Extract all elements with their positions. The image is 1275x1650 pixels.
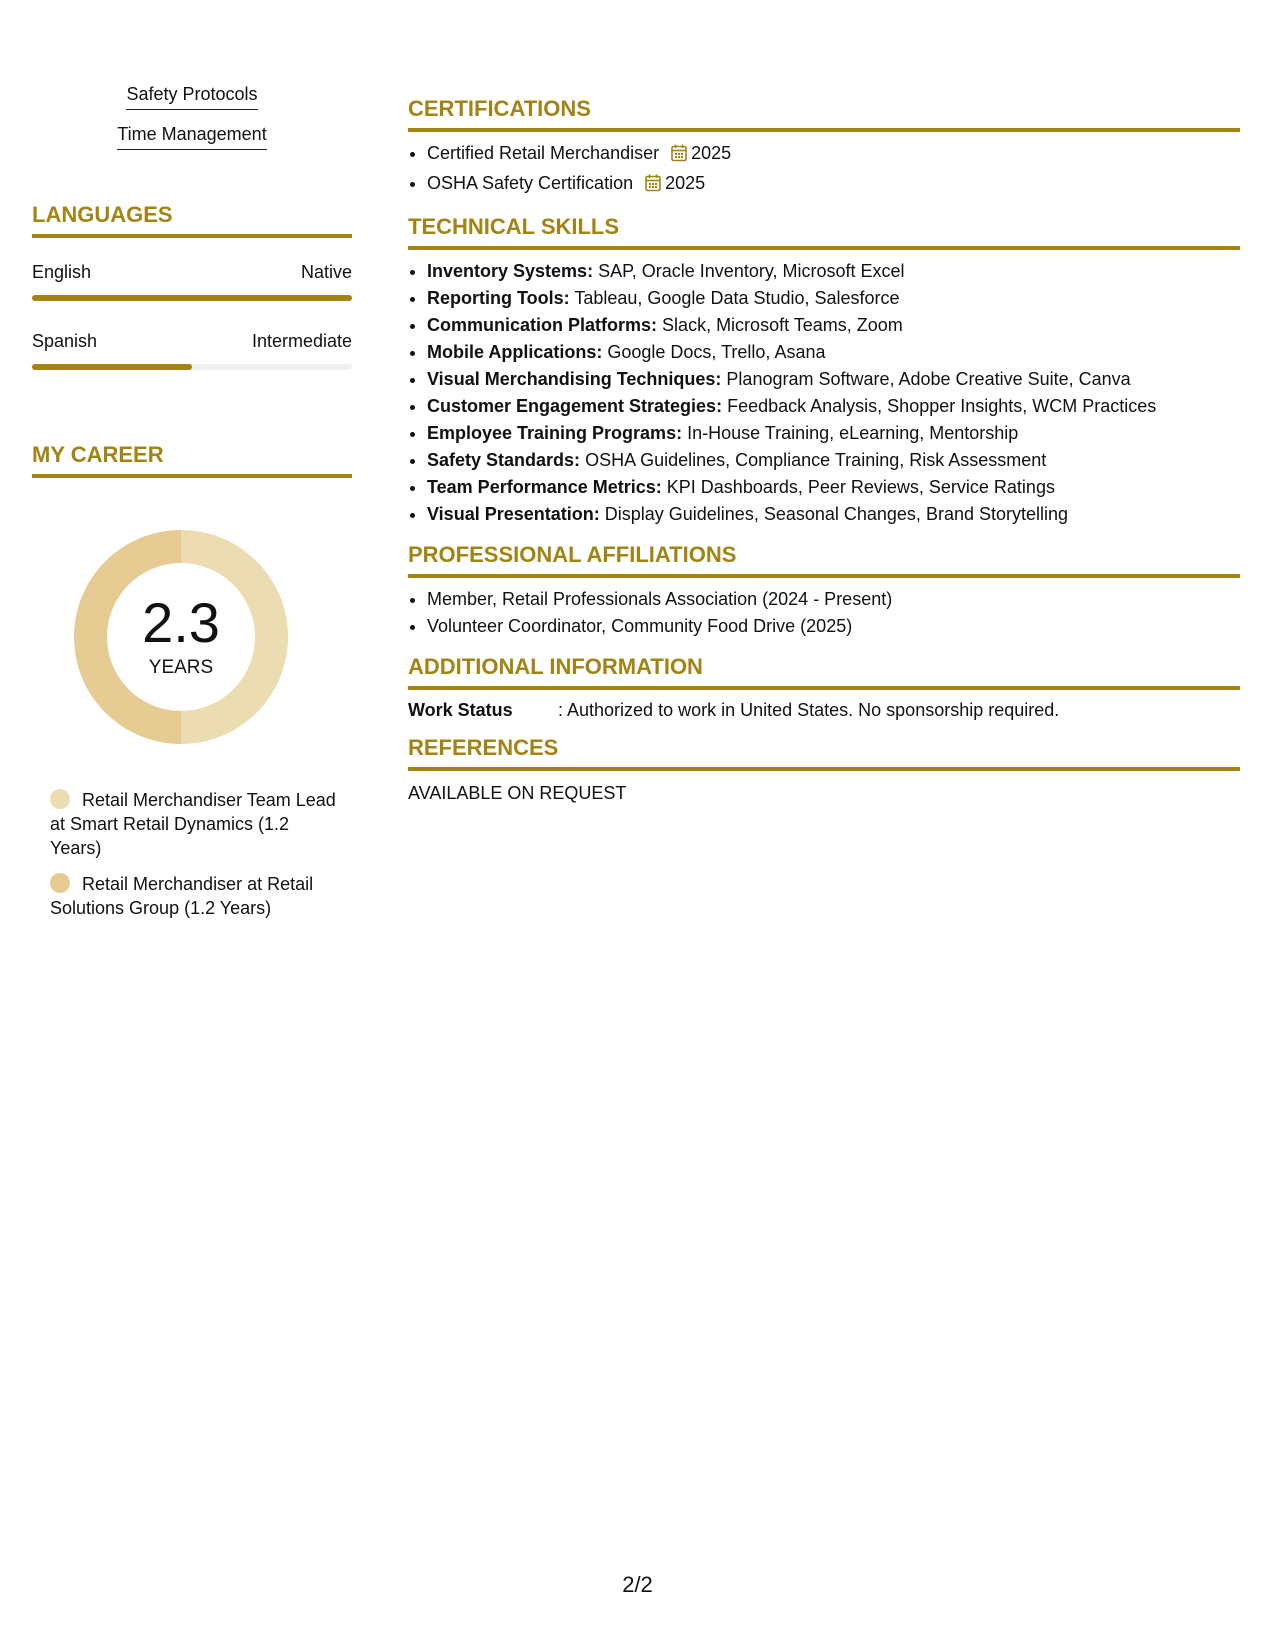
- list-item: [427, 312, 1240, 339]
- skill-value: In-House Training, eLearning, Mentorship: [687, 423, 1019, 443]
- skill-category: Visual Presentation:: [427, 504, 600, 524]
- legend-dot: [50, 789, 70, 809]
- references-text: AVAILABLE ON REQUEST: [408, 783, 627, 803]
- skill-value: Slack, Microsoft Teams, Zoom: [662, 315, 903, 335]
- donut-center: [66, 522, 296, 752]
- career-title: MY CAREER: [32, 442, 352, 478]
- language-bar: [32, 295, 352, 301]
- list-item: • Volunteer Coordinator, Community Food Drive (2025): [427, 613, 1240, 640]
- skill-category: Team Performance Metrics:: [427, 477, 662, 497]
- career-total-years: 2.3: [142, 591, 220, 654]
- language-level: Intermediate: [251, 331, 352, 351]
- career-legend: [50, 788, 340, 920]
- skill-value: Tableau, Google Data Studio, Salesforce: [574, 288, 900, 308]
- certifications-list: [408, 140, 1240, 200]
- list-item: [427, 140, 1240, 170]
- additional-info-section: [408, 654, 1240, 721]
- certification-year: 2025: [691, 143, 732, 163]
- certification-year: 2025: [665, 173, 706, 193]
- skill-value: OSHA Guidelines, Compliance Training, Risk Assessment: [585, 450, 1047, 470]
- certifications-section: [408, 96, 1240, 200]
- skill-value: Display Guidelines, Seasonal Changes, Brand Storytelling: [604, 504, 1069, 524]
- skill-category: Mobile Applications:: [427, 342, 603, 362]
- languages-title: LANGUAGES: [32, 202, 352, 238]
- legend-label: Retail Merchandiser Team Lead at Smart Retail Dynamics (1.2 Years): [50, 790, 336, 858]
- legend-dot: [50, 873, 70, 893]
- list-item: [427, 366, 1240, 393]
- career-section: [32, 442, 352, 920]
- skill-tag: Time Management: [117, 124, 266, 150]
- right-column: [408, 96, 1240, 818]
- skill-category: Employee Training Programs:: [427, 423, 683, 443]
- affiliations-title: PROFESSIONAL AFFILIATIONS: [408, 542, 1240, 578]
- certification-name: OSHA Safety Certification: [427, 173, 634, 193]
- calendar-icon: [671, 143, 687, 170]
- list-item: [427, 501, 1240, 528]
- additional-info-title: ADDITIONAL INFORMATION: [408, 654, 1240, 690]
- career-donut-chart: [66, 522, 296, 752]
- list-item: [427, 474, 1240, 501]
- list-item: [427, 170, 1240, 200]
- work-status-label: Work Status: [408, 700, 513, 720]
- list-item: [427, 420, 1240, 447]
- list-item: [427, 285, 1240, 312]
- references-section: [408, 735, 1240, 804]
- language-bar-fill: [32, 364, 192, 370]
- technical-skills-title: TECHNICAL SKILLS: [408, 214, 1240, 250]
- skill-category: Communication Platforms:: [427, 315, 658, 335]
- skill-category: Visual Merchandising Techniques:: [427, 369, 722, 389]
- list-item: [427, 339, 1240, 366]
- language-row: [32, 262, 352, 283]
- technical-skills-section: [408, 214, 1240, 528]
- skill-value: Feedback Analysis, Shopper Insights, WCM Practices: [727, 396, 1157, 416]
- skill-tag: Safety Protocols: [126, 84, 257, 110]
- skill-value: Planogram Software, Adobe Creative Suite, Canva: [726, 369, 1131, 389]
- skill-value: Google Docs, Trello, Asana: [607, 342, 826, 362]
- skill-value: KPI Dashboards, Peer Reviews, Service Ratings: [666, 477, 1055, 497]
- language-level: Native: [300, 262, 352, 282]
- career-total-unit: YEARS: [148, 657, 214, 678]
- certification-name: Certified Retail Merchandiser: [427, 143, 660, 163]
- skill-value: SAP, Oracle Inventory, Microsoft Excel: [598, 261, 905, 281]
- legend-label: Retail Merchandiser at Retail Solutions Group (1.2 Years): [50, 874, 314, 918]
- list-item: [427, 447, 1240, 474]
- calendar-icon: [645, 173, 661, 200]
- affiliations-section: [408, 542, 1240, 640]
- skill-category: Inventory Systems:: [427, 261, 594, 281]
- technical-skills-list: [408, 258, 1240, 528]
- list-item: [427, 393, 1240, 420]
- languages-section: [32, 202, 352, 370]
- work-status-value: : Authorized to work in United States. No sponsorship required.: [558, 700, 1060, 720]
- skill-tags: [32, 84, 352, 150]
- left-column: [32, 84, 352, 932]
- skill-category: Safety Standards:: [427, 450, 581, 470]
- language-bar: [32, 364, 352, 370]
- language-bar-fill: [32, 295, 352, 301]
- certifications-title: CERTIFICATIONS: [408, 96, 1240, 132]
- language-name: English: [32, 262, 92, 282]
- skill-category: Reporting Tools:: [427, 288, 570, 308]
- references-title: REFERENCES: [408, 735, 1240, 771]
- legend-item: [50, 788, 340, 860]
- list-item: [427, 258, 1240, 285]
- legend-item: [50, 872, 340, 920]
- affiliations-list: [408, 586, 1240, 640]
- skill-category: Customer Engagement Strategies:: [427, 396, 723, 416]
- work-status-row: [408, 700, 1240, 721]
- language-row: [32, 331, 352, 352]
- list-item: • Member, Retail Professionals Association (2024 - Present): [427, 586, 1240, 613]
- page-number: 2/2: [622, 1572, 653, 1597]
- language-name: Spanish: [32, 331, 98, 351]
